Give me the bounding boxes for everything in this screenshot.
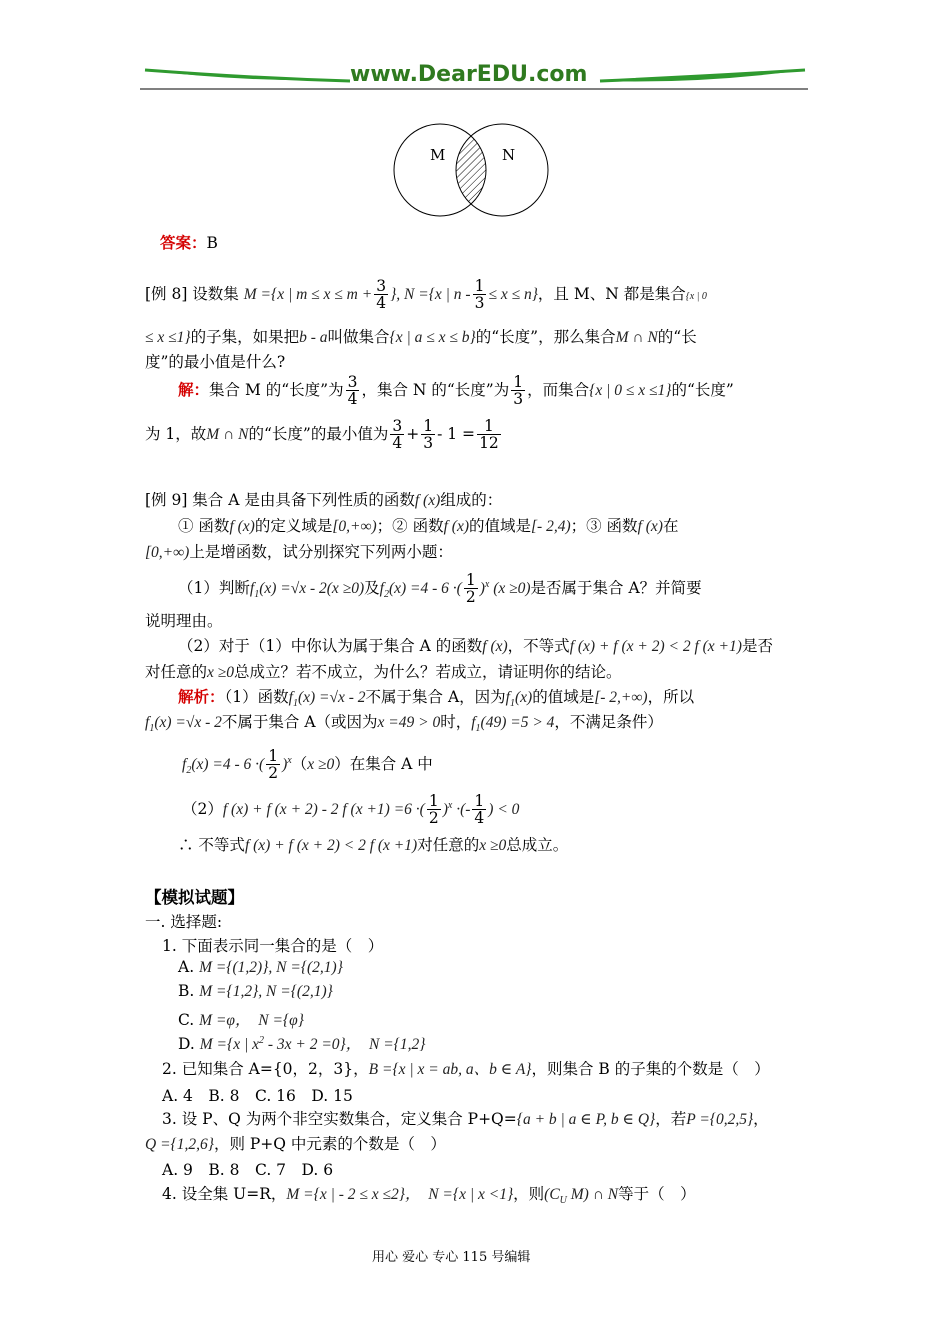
mock-q2-options: A. 4 B. 8 C. 16 D. 15	[162, 1087, 353, 1105]
ex8-solution-line2: 为 1，故M ∩ N的“长度”的最小值为 $\frac{3}{4}$ + $\frac{1}{3}$ - 1 = $\frac{1}{12}$	[145, 417, 499, 453]
mock-q1-option-b: B. M ={1,2}, N ={(2,1)}	[178, 982, 333, 1000]
mock-title: 【模拟试题】	[145, 888, 244, 907]
venn-diagram	[392, 122, 562, 222]
mock-q1-option-a: A. M ={(1,2)}, N ={(2,1)}	[178, 958, 343, 976]
ex9-q1: （1）判断$f_1(x) =√x - 2(x \ge 0)$及$f_2(x) =4 - 6$ ·( $\frac{1}{2}$ )$^x$ (x ≥0)是否属于集合 A？并简要	[178, 571, 702, 607]
ex8-solution-line1: 解：集合 M 的“长度”为 $\frac{3}{4}$ ，集合 N 的“长度”为 $\frac{1}{3}$ ，而集合{x | 0 ≤ x ≤1}的“长度”	[178, 373, 734, 409]
mock-q3-options: A. 9 B. 8 C. 7 D. 6	[162, 1161, 334, 1179]
ex8-line2: ≤ x ≤1}的子集，如果把b - a叫做集合{x | a ≤ x ≤ b}的“长度”，那么集合M ∩ N的“长	[145, 328, 697, 346]
mock-q3: 3. 设 P、Q 为两个非空实数集合，定义集合 P+Q={a + b | a ∈ P, b ∈ Q}，若P ={0,2,5}，	[162, 1110, 769, 1128]
answer-line	[160, 231, 218, 253]
ex9-line3: [0,+∞)上是增函数，试分别探究下列两小题：	[145, 543, 453, 561]
ex9-conclusion: ∴ 不等式f (x) + f (x + 2) < 2 f (x +1)对任意的x ≥0总成立。	[178, 836, 569, 854]
ex9-line2: ① 函数f (x)的定义域是[0,+∞)；② 函数f (x)的值域是[- 2,4)；③ 函数f (x)在	[178, 517, 679, 535]
ex8-line3: 度”的最小值是什么?	[145, 353, 286, 371]
ex9-q1-line2: 说明理由。	[145, 612, 223, 630]
header-banner	[140, 62, 810, 94]
ex9-q2-line2: 对任意的x ≥0总成立？若不成立，为什么？若成立，请证明你的结论。	[145, 663, 622, 681]
mock-section: 一. 选择题:	[145, 913, 223, 931]
ex9-analysis-line4: （2）f (x) + f (x + 2) - 2 f (x +1) =6 ·( $\frac{1}{2}$ )$^x$ ·(- $\frac{1}{4}$ ) < 0	[182, 792, 520, 828]
ex8-line1: [例 8] 设数集 M ={x | m ≤ x ≤ m + $\frac{3}{4}$ }, N ={x | n - $\frac{1}{3}$ ≤ x ≤ n}，且 M、N 都是集合{x | 0	[145, 277, 707, 313]
mock-q1: 1. 下面表示同一集合的是（ ）	[162, 937, 384, 955]
venn-label-m: M	[430, 146, 446, 164]
mock-q1-option-d: D. M ={x | $x^2 - 3x + 2 =0$}， N ={1,2}	[178, 1034, 426, 1053]
site-logo: www.DearEDU.com	[350, 62, 588, 87]
ex9-analysis-line1: 解析：（1）函数$f_1(x) =√x - 2$不属于集合 A，因为$f_1(x)$的值域是[- 2,+∞)，所以	[178, 687, 695, 710]
ex9-line1: [例 9] 集合 A 是由具备下列性质的函数f (x)组成的：	[145, 491, 503, 509]
mock-q2: 2. 已知集合 A={0，2，3}，B ={x | x = ab, a、b ∈ A}，则集合 B 的子集的个数是（ ）	[162, 1060, 770, 1078]
answer-value: B	[206, 234, 218, 252]
venn-label-n: N	[502, 146, 516, 164]
ex9-q2: （2）对于（1）中你认为属于集合 A 的函数f (x)，不等式f (x) + f (x + 2) < 2 f (x +1)是否	[178, 637, 773, 655]
mock-q3-line2: Q ={1,2,6}，则 P+Q 中元素的个数是（ ）	[145, 1135, 446, 1153]
mock-q4: 4. 设全集 U=R，M ={x | - 2 ≤ x ≤2}， N ={x | x <1}，则($C_U$ M) ∩ N等于（ ）	[162, 1185, 696, 1207]
ex9-analysis-line2: $f_1(x) =√x - 2$不属于集合 A（或因为x =49 > 0时，$f_1(49) =5 > 4$，不满足条件）	[145, 713, 663, 735]
ex9-analysis-line3: $f_2(x) =4 - 6$ ·( $\frac{1}{2}$ )$^x$（x ≥0）在集合 A 中	[182, 747, 433, 783]
answer-label: 答案：	[160, 233, 207, 252]
mock-q1-option-c: C. M =φ， N ={φ}	[178, 1011, 304, 1029]
page-footer: 用心 爱心 专心 115 号编辑	[372, 1250, 531, 1265]
